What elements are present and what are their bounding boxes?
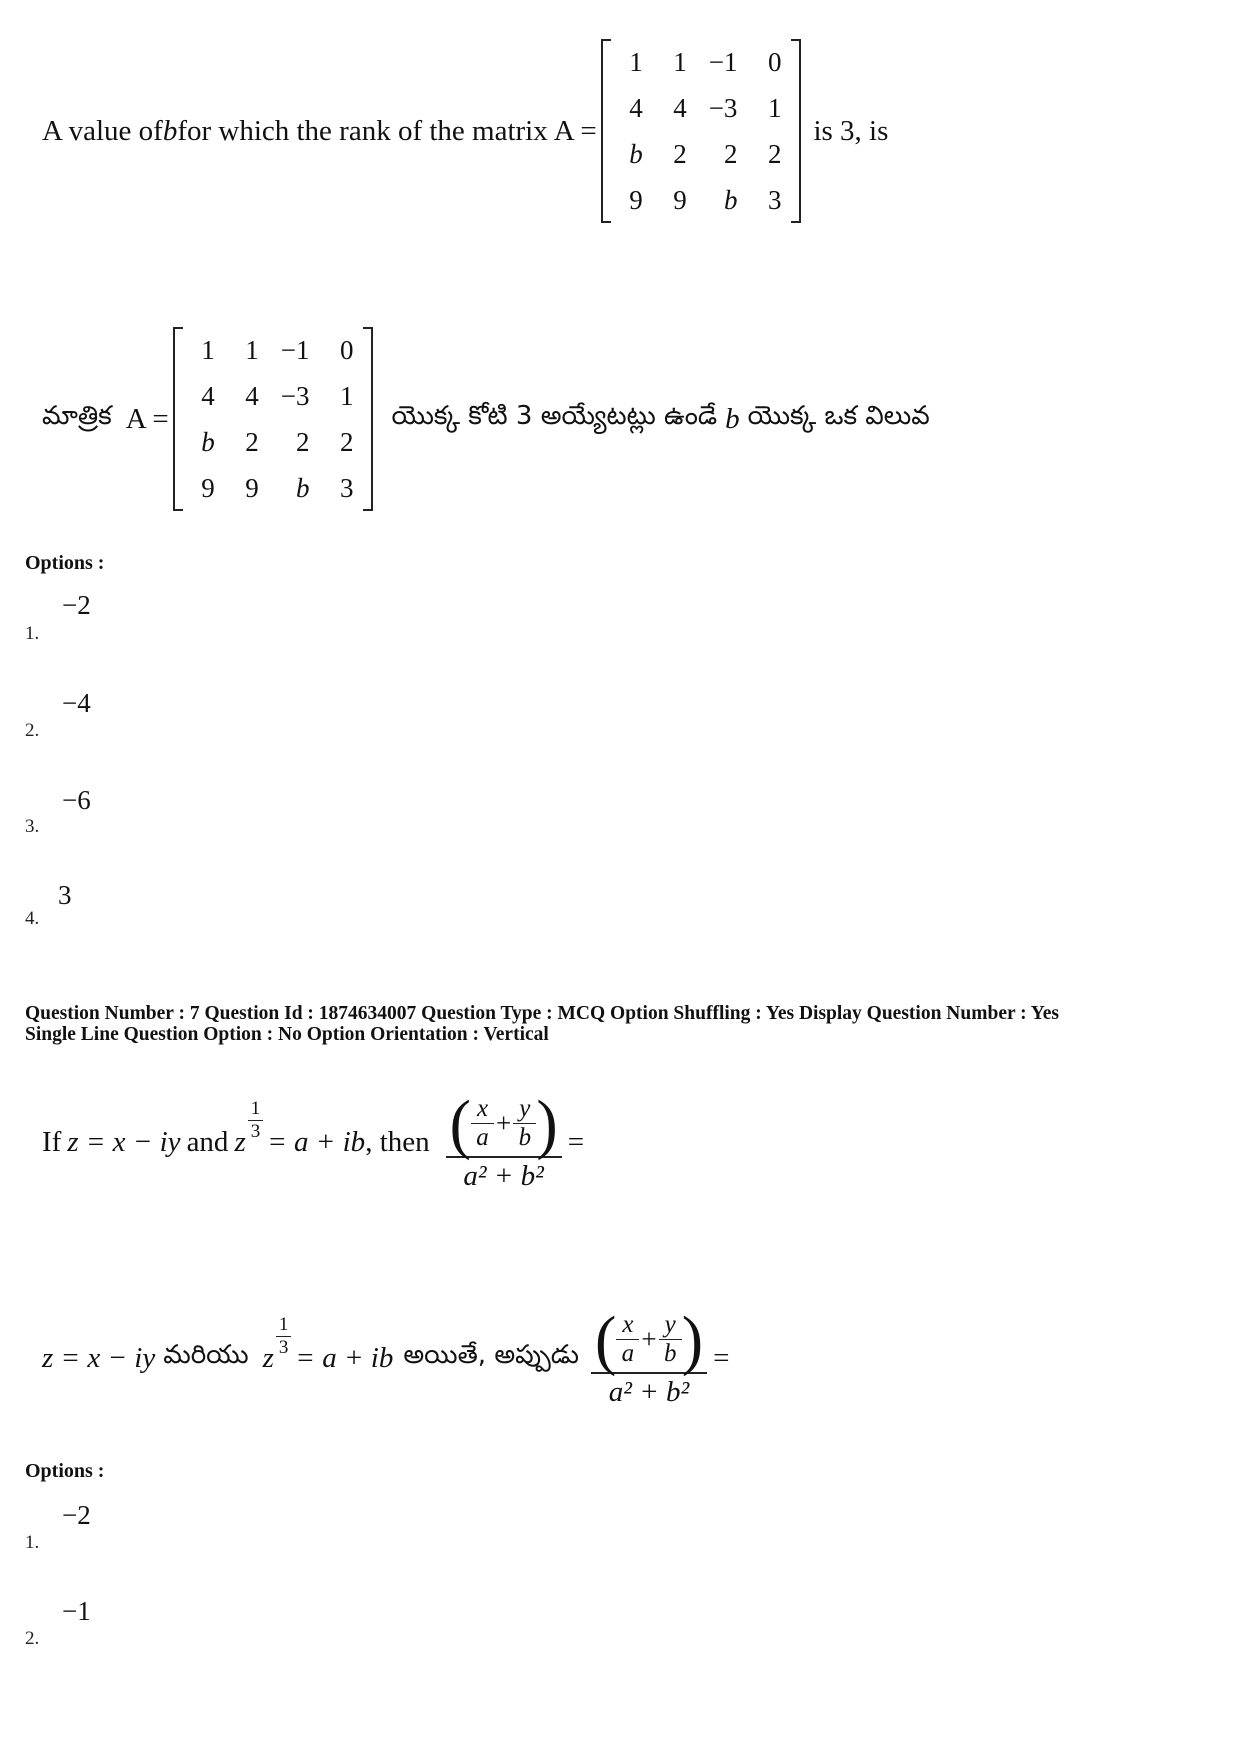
q6-en-lhs: A = xyxy=(553,114,597,147)
y: y xyxy=(513,1095,536,1124)
exponent-denominator: 3 xyxy=(250,1120,261,1142)
matrix-cell: 0 xyxy=(339,335,354,365)
matrix-cell: b xyxy=(295,473,310,503)
matrix-cell: b xyxy=(723,185,738,215)
q7-en-z: z xyxy=(234,1125,246,1158)
option-value: 3 xyxy=(58,880,72,910)
matrix-cell: 2 xyxy=(339,427,354,457)
left-paren: ( xyxy=(595,1301,617,1377)
matrix-cell: −1 xyxy=(708,47,738,77)
matrix-cell: 1 xyxy=(201,335,215,365)
q7-te-eq: = a + ib xyxy=(295,1341,394,1374)
option-value: −1 xyxy=(62,1596,91,1626)
b: b xyxy=(518,1124,532,1151)
q7-en-exponent xyxy=(248,1098,264,1143)
matrix-cell: 3 xyxy=(767,185,782,215)
q6-english-stem xyxy=(42,36,888,226)
matrix-cell: 2 xyxy=(723,139,738,169)
matrix-cell: 1 xyxy=(339,381,354,411)
q7-te-exponent xyxy=(276,1314,292,1359)
matrix-cell: −3 xyxy=(280,381,310,411)
matrix-cell: 9 xyxy=(201,473,215,503)
y-over-b xyxy=(513,1095,536,1152)
matrix-cell: 1 xyxy=(245,335,259,365)
matrix-left-bracket xyxy=(601,39,611,223)
q6-te-matrix xyxy=(173,327,374,511)
matrix-cell: 9 xyxy=(673,185,687,215)
matrix-right-bracket xyxy=(363,327,373,511)
fraction-numerator xyxy=(446,1085,562,1161)
q7-en-if: If xyxy=(42,1125,62,1158)
q7-te-and: మరియు xyxy=(163,1340,249,1370)
y: y xyxy=(659,1311,682,1340)
q6-en-prefix: A value of xyxy=(42,114,163,147)
matrix-cell: −1 xyxy=(280,335,310,365)
matrix-cell: 9 xyxy=(245,473,259,503)
q7-en-equals: = xyxy=(567,1125,585,1158)
x-over-a xyxy=(471,1095,494,1152)
x-over-a xyxy=(616,1311,639,1368)
q6-telugu-stem xyxy=(42,324,930,514)
q6-options-label: Options : xyxy=(25,552,105,574)
q6-te-prefix: మాత్రిక xyxy=(42,401,112,431)
b: b xyxy=(663,1340,677,1367)
q7-meta-line-1: Question Number : 7 Question Id : 1874634007 Question Type : MCQ Option Shuffling : Yes Display Question Number : Yes xyxy=(25,1003,1059,1024)
x: x xyxy=(616,1311,639,1340)
matrix-cell: 1 xyxy=(767,93,782,123)
q7-en-eq: = a + ib xyxy=(267,1125,366,1158)
q7-te-equals: = xyxy=(713,1341,730,1374)
right-paren: ) xyxy=(681,1301,704,1377)
exponent-numerator: 1 xyxy=(276,1314,292,1337)
option-number: 3. xyxy=(25,816,40,837)
q6-en-var-b: b xyxy=(162,114,178,147)
matrix-cell: 4 xyxy=(245,381,259,411)
option-value: −6 xyxy=(62,785,91,815)
q7-te-fraction xyxy=(591,1301,707,1409)
fraction-numerator xyxy=(591,1301,707,1377)
a: a xyxy=(621,1340,635,1367)
matrix-cell: 2 xyxy=(245,427,259,457)
x: x xyxy=(471,1095,494,1124)
fraction-denominator: a² + b² xyxy=(463,1159,544,1192)
fraction-denominator: a² + b² xyxy=(608,1375,690,1408)
a: a xyxy=(476,1124,489,1151)
option-number: 1. xyxy=(25,623,40,644)
matrix-cell: 2 xyxy=(767,139,782,169)
matrix-right-bracket xyxy=(791,39,801,223)
plus: + xyxy=(496,1108,512,1138)
matrix-cell: 4 xyxy=(673,93,687,123)
q6-te-suffix-2: యొక్క ఒక విలువ xyxy=(747,401,930,431)
q7-en-and: and xyxy=(186,1125,229,1158)
option-value: −2 xyxy=(62,1500,91,1530)
q7-options-label: Options : xyxy=(25,1460,105,1482)
q7-telugu-stem xyxy=(42,1282,729,1434)
matrix-cell: b xyxy=(629,139,643,169)
q7-en-z-def: z = x − iy xyxy=(67,1125,181,1158)
matrix-cell: 1 xyxy=(673,47,687,77)
q7-meta xyxy=(25,1003,1059,1045)
option-number: 2. xyxy=(25,1628,40,1649)
exponent-denominator: 3 xyxy=(278,1336,289,1358)
exponent-numerator: 1 xyxy=(248,1098,264,1121)
matrix-cells xyxy=(611,39,792,223)
q6-en-matrix xyxy=(601,39,802,223)
plus: + xyxy=(641,1324,657,1354)
q6-en-mid: for which the rank of the matrix xyxy=(177,114,548,147)
option-number: 4. xyxy=(25,908,40,929)
q7-meta-line-2: Single Line Question Option : No Option Orientation : Vertical xyxy=(25,1024,549,1045)
left-paren: ( xyxy=(449,1085,471,1161)
q6-te-lhs: A = xyxy=(125,402,169,435)
matrix-cell: 1 xyxy=(629,47,643,77)
option-number: 1. xyxy=(25,1532,40,1553)
matrix-cell: b xyxy=(201,427,215,457)
q7-en-fraction xyxy=(446,1085,562,1193)
matrix-cells xyxy=(183,327,364,511)
option-number: 2. xyxy=(25,720,40,741)
matrix-cell: 4 xyxy=(201,381,215,411)
q7-te-then: అయితే, అప్పుడు xyxy=(403,1340,579,1370)
q7-te-z-def: z = x − iy xyxy=(42,1341,156,1374)
matrix-left-bracket xyxy=(173,327,183,511)
q6-te-var-b: b xyxy=(725,402,740,435)
matrix-cell: −3 xyxy=(708,93,738,123)
matrix-cell: 3 xyxy=(339,473,354,503)
matrix-cell: 9 xyxy=(629,185,643,215)
option-value: −4 xyxy=(62,688,91,718)
q6-te-suffix-1: యొక్క కోటి 3 అయ్యేటట్లు ఉండే xyxy=(391,401,718,431)
y-over-b xyxy=(659,1311,682,1368)
matrix-cell: 4 xyxy=(629,93,643,123)
matrix-cell: 2 xyxy=(673,139,687,169)
q7-en-then: , then xyxy=(365,1125,430,1158)
matrix-cell: 2 xyxy=(295,427,310,457)
matrix-cell: 0 xyxy=(767,47,782,77)
option-value: −2 xyxy=(62,590,91,620)
right-paren: ) xyxy=(536,1085,558,1161)
q7-english-stem xyxy=(42,1066,584,1218)
q6-en-suffix: is 3, is xyxy=(813,114,889,147)
q7-te-z: z xyxy=(262,1341,274,1374)
